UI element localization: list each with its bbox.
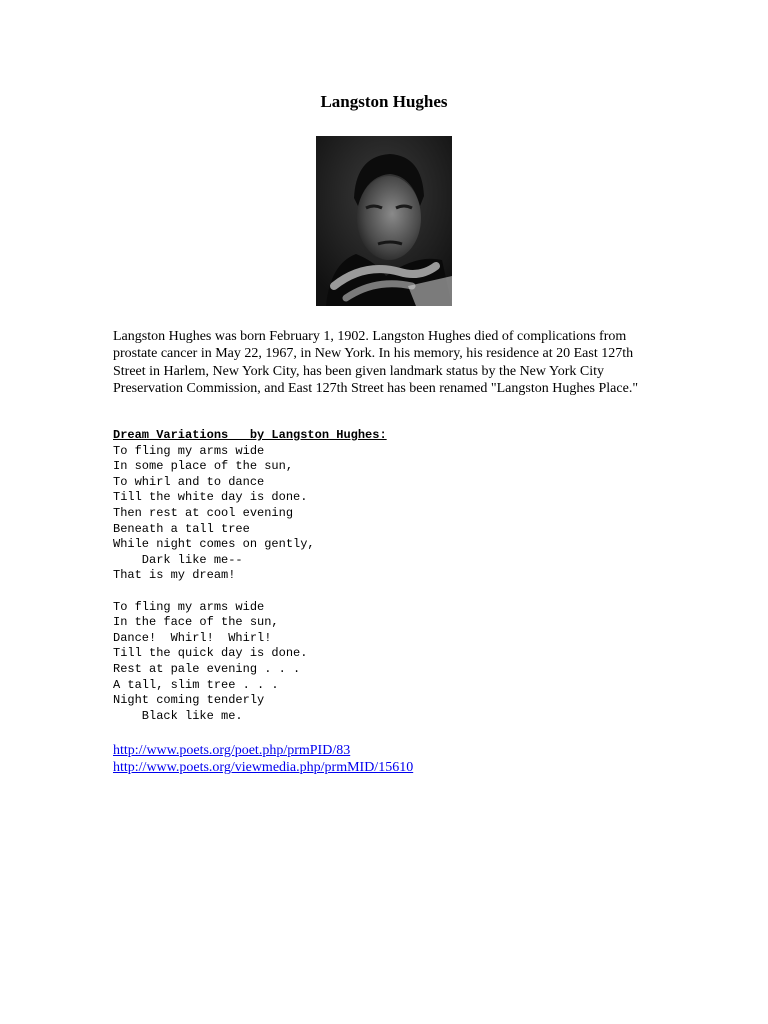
poem-line: In some place of the sun, (113, 459, 294, 474)
poem-line: While night comes on gently, (113, 537, 315, 552)
poem-line: In the face of the sun, (113, 615, 279, 630)
poem-line: To whirl and to dance (113, 474, 265, 489)
portrait-photo (316, 136, 452, 306)
poem-line: Then rest at cool evening (113, 505, 294, 520)
poem-blank-line (113, 584, 673, 600)
poem-line: Dark like me-- (113, 552, 243, 567)
poet-media-link[interactable]: http://www.poets.org/viewmedia.php/prmMID/15610 (113, 760, 414, 776)
poem-line: That is my dream! (113, 568, 236, 583)
poem-line: Night coming tenderly (113, 693, 265, 708)
poem-heading: Dream Variations by Langston Hughes: (113, 428, 387, 442)
poem-line: Beneath a tall tree (113, 521, 250, 536)
reference-links (113, 742, 658, 777)
biography-paragraph: Langston Hughes was born February 1, 1902. Langston Hughes died of complications from prostate cancer in May 22, 1967, in New York. In his memory, his residence at 20 East 127th Street in Harlem, New York City, has been given landmark status by the New York City Preservation Commission, and East 127th Street has been renamed "Langston Hughes Place." (113, 329, 639, 397)
poem-line: Rest at pale evening . . . (113, 661, 301, 676)
poem-line: A tall, slim tree . . . (113, 677, 279, 692)
poem-line: Till the quick day is done. (113, 646, 308, 661)
poem-line: To fling my arms wide (113, 443, 265, 458)
poem-line: To fling my arms wide (113, 599, 265, 614)
poet-profile-link[interactable]: http://www.poets.org/poet.php/prmPID/83 (113, 743, 351, 758)
poem-line: Black like me. (113, 708, 243, 723)
page-title: Langston Hughes (320, 92, 448, 111)
poem (113, 428, 673, 724)
poem-line: Dance! Whirl! Whirl! (113, 630, 272, 645)
poem-line: Till the white day is done. (113, 490, 308, 505)
